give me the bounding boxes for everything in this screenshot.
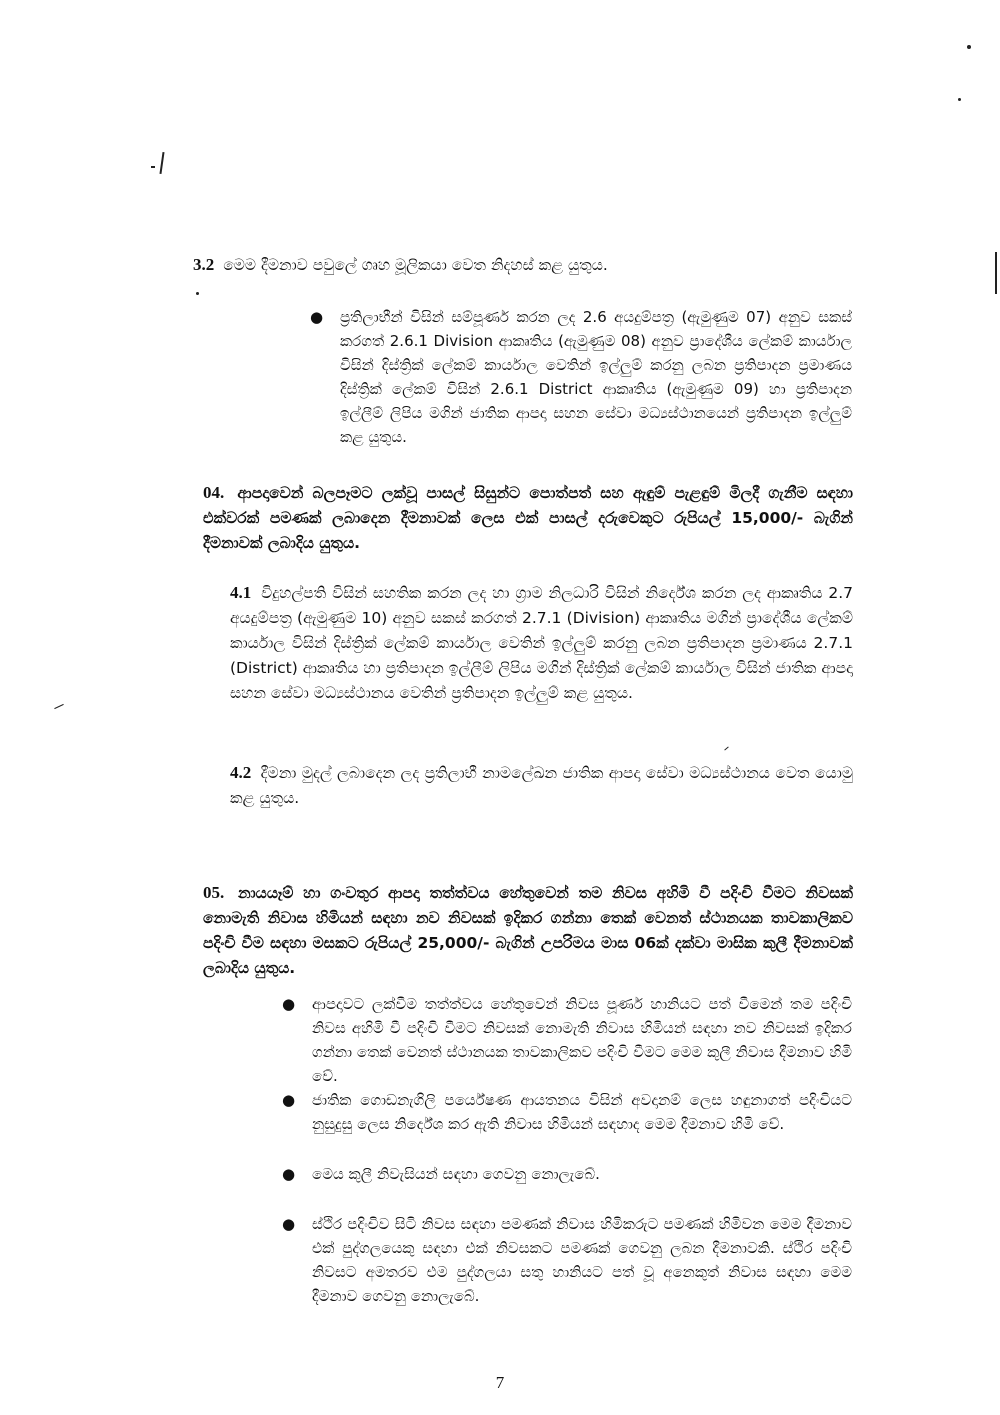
section-04 [203, 480, 853, 556]
section-4-2 [230, 760, 853, 811]
list-item [282, 1212, 852, 1308]
section-text: විදුහල්පති විසින් සහතික කරන ලද හා ග්‍රාම නිලධාරි විසින් නිර්දේශ කරන ලද ආකෘතිය 2.7 අයදුම්පත්‍ර (ඇමුණුම 10) අනුව සකස් කරගත් 2.7.1 (Division) ආකෘතිය මගින් ප්‍රාදේශීය ලේකම් කාර්යාල විසින් දිස්ත්‍රික් ලේකම් කාර්යාල වෙතින් ඉල්ලුම් කරනු ලබන ප්‍රතිපාදන ප්‍රමාණය 2.7.1 (District) ආකෘතිය හා ප්‍රතිපාදන ඉල්ලීම් ලිපිය මගින් දිස්ත්‍රික් ලේකම් කාර්යාල විසින් ජාතික ආපදා සහන සේවා මධ්‍යස්ථානය වෙතින් ප්‍රතිපාදන ඉල්ලුම් කළ යුතුය. [230, 584, 853, 702]
scan-artifact [958, 98, 961, 101]
section-05-bullet-list [282, 992, 852, 1308]
list-item [282, 992, 852, 1088]
bullet-icon: ● [282, 995, 296, 1013]
list-item [310, 305, 852, 449]
scan-artifact [724, 747, 728, 751]
section-number: 3.2 [193, 255, 215, 274]
section-3-2 [193, 252, 913, 278]
section-text: නායයෑම් හා ගංවතුර ආපදා තත්ත්වය හේතුවෙන් තම නිවස අහිමි වී පදිංචි වීමට නිවසක් නොමැති නිවාස හිමියන් සඳහා නව නිවසක් ඉදිකර ගන්නා තෙක් වෙනත් ස්ථානයක තාවකාලිකව පදිංචි වීම සඳහා මසකට රුපියල් 25,000/- බැගින් උපරිමය මාස 06ක් දක්වා මාසික කුලී දීමනාවක් ලබාදිය යුතුය. [203, 884, 853, 977]
scan-artifact [54, 704, 63, 709]
section-number: 4.2 [230, 763, 252, 782]
list-item-text: ජාතික ගොඩනැගිලි පර්යේෂණ ආයතනය විසින් අවදානම් ලෙස හඳුනාගත් පදිංචියට නුසුදුසු ලෙස නිර්දේශ කර ඇති නිවාස හිමියන් සඳහාද මෙම දීමනාව හිමි වේ. [312, 1091, 852, 1133]
bullet-icon: ● [282, 1091, 296, 1109]
bullet-icon: ● [282, 1215, 296, 1233]
list-item [282, 1162, 852, 1186]
list-item-text: මෙය කුලී නිවැසියන් සඳහා ගෙවනු නොලැබේ. [312, 1165, 600, 1183]
section-number: 05. [203, 883, 225, 902]
section-4-1 [230, 580, 853, 706]
list-item-text: ස්ථිර පදිංචිව සිටි නිවස සඳහා පමණක් නිවාස හිමිකරුට පමණක් හිමිවන මෙම දීමනාව එක් පුද්ගලයෙකු සඳහා එක් නිවසකට පමණක් ගෙවනු ලබන දීමනාවකි. ස්ථිර පදිංචි නිවසට අමතරව එම පුද්ගලයා සතු හානියට පත් වූ අනෙකුත් නිවාස සඳහා මෙම දීමනාව ගෙවනු නොලැබේ. [312, 1215, 852, 1305]
scan-artifact [151, 166, 155, 168]
section-text: ආපදාවෙන් බලපෑමට ලක්වූ පාසල් සිසුන්ට පොත්පත් සහ ඇඳුම් පැළඳුම් මිලදී ගැනීම සඳහා එක්වරක් පමණක් ලබාදෙන දීමනාවක් ලෙස එක් පාසල් දරුවෙකුට රුපියල් 15,000/- බැගින් දීමනාවක් ලබාදිය යුතුය. [203, 484, 853, 552]
section-number: 04. [203, 483, 225, 502]
section-text: දීමනා මුදල් ලබාදෙන ලද ප්‍රතිලාභී නාමලේඛන ජාතික ආපදා සේවා මධ්‍යස්ථානය වෙත යොමු කළ යුතුය. [230, 764, 853, 807]
list-item-text: ප්‍රතිලාභීන් විසින් සම්පූර්ණ කරන ලද 2.6 අයදුම්පත්‍ර (ඇමුණුම 07) අනුව සකස් කරගත් 2.6.1 Division ආකෘතිය (ඇමුණුම 08) අනුව ප්‍රාදේශීය ලේකම් කාර්යාල විසින් දිස්ත්‍රික් ලේකම් කාර්යාල වෙතින් ඉල්ලුම් කරනු ලබන ප්‍රතිපාදන ප්‍රමාණය දිස්ත්‍රික් ලේකම් විසින් 2.6.1 District ආකෘතිය (ඇමුණුම 09) හා ප්‍රතිපාදන ඉල්ලීම් ලිපිය මගින් ජාතික ආපදා සහන සේවා මධ්‍යස්ථානයෙන් ප්‍රතිපාදන ඉල්ලුම් කළ යුතුය. [340, 308, 852, 446]
page-number: 7 [495, 1373, 505, 1392]
bullet-icon: ● [282, 1165, 296, 1183]
section-3-2-bullet-list [310, 305, 852, 449]
scan-artifact [967, 45, 971, 49]
bullet-icon: ● [310, 308, 324, 326]
section-text: මෙම දීමනාව පවුලේ ගෘහ මූලිකයා වෙත නිදහස් කළ යුතුය. [223, 256, 608, 274]
scan-artifact [159, 152, 164, 174]
scan-artifact [196, 292, 199, 295]
list-item-text: ආපදාවට ලක්වීම තත්ත්වය හේතුවෙන් නිවස පූර්ණ හානියට පත් වීමෙන් තම පදිංචි නිවස අහිමි වී පදිංචි වීමට නිවසක් නොමැති නිවාස හිමියන් සඳහා නව නිවසක් ඉදිකර ගන්නා තෙක් වෙනත් ස්ථානයක තාවකාලිකව පදිංචි වීමට මෙම කුලී නිවාස දීමනාව හිමි වේ. [312, 995, 852, 1085]
section-number: 4.1 [230, 583, 252, 602]
scan-artifact [995, 252, 997, 294]
section-05 [203, 880, 853, 981]
list-item [282, 1088, 852, 1136]
